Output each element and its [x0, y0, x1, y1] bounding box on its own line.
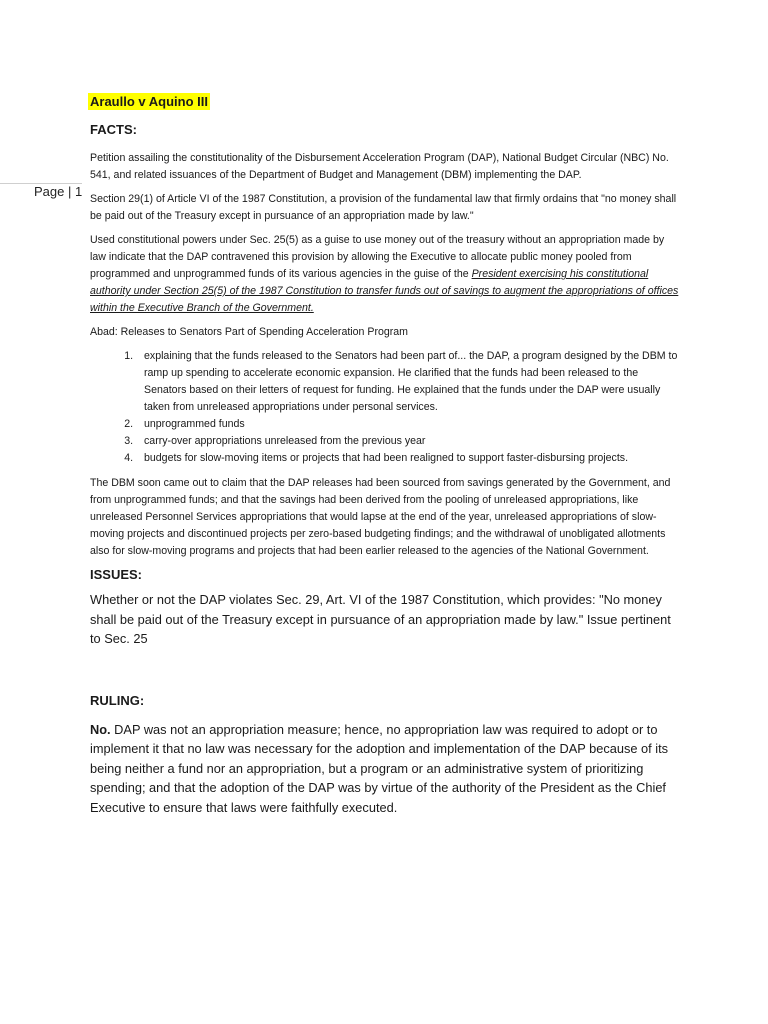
- list-item: 2. unprogrammed funds: [136, 416, 680, 433]
- list-item: 3. carry-over appropriations unreleased from the previous year: [136, 433, 680, 450]
- list-item: 1. explaining that the funds released to the Senators had been part of... the DAP, a program designed by the DBM to ramp up spending to accelerate economic expansion. He clarified that the funds had been released to the Senators based on their letters of request for funding. He explained that the funds under the DAP were usually taken from unreleased appropriations under personal services.: [136, 348, 680, 416]
- list-item: 4. budgets for slow-moving items or projects that had been realigned to support faster-disbursing projects.: [136, 450, 680, 467]
- facts-paragraph-3-emphasis: President exercising his constitutional authority under Section 25(5) of the 1987 Constitution to transfer funds out of savings to augment the appropriations of offices within the Executive Branch of the Government.: [90, 268, 679, 314]
- case-title: Araullo v Aquino III: [90, 94, 208, 109]
- dbm-paragraph: The DBM soon came out to claim that the DAP releases had been sourced from savings generated by the Government, and from unprogrammed funds; and that the savings had been derived from the pooling of unreleased appropriations, like unreleased Personnel Services appropriations that would lapse at the end of the year, unreleased appropriations of slow-moving projects and discontinued projects per zero-based budgeting findings; and the withdrawal of unobligated allotments also for slow-moving programs and projects that had been earlier released to the agencies of the National Government.: [90, 477, 671, 557]
- facts-heading: FACTS:: [90, 122, 137, 137]
- issues-heading: ISSUES:: [90, 567, 143, 582]
- ruling-paragraph: [90, 720, 680, 818]
- document-body: [90, 93, 680, 817]
- abad-line: Abad: Releases to Senators Part of Spending Acceleration Program: [90, 326, 408, 338]
- facts-paragraph-2: Section 29(1) of Article VI of the 1987 Constitution, a provision of the fundamental law that firmly ordains that "no money shall be paid out of the Treasury except in pursuance of an appropriation made by law.": [90, 193, 677, 222]
- facts-paragraph-3-text: Used constitutional powers under Sec. 25(5) as a guise to use money out of the treasury without an appropriation made by law indicate that the DAP contravened this provision by allowing the Executive to allocate public money pooled from programmed and unprogrammed funds of its various agencies in the guise of the: [90, 234, 665, 280]
- ruling-lead: No.: [90, 721, 111, 737]
- ruling-text: DAP was not an appropriation measure; hence, no appropriation law was required to adopt or to implement it that no law was necessary for the adoption and implementation of the DAP because of its being neither a fund nor an appropriation, but a program or an administrative system of prioritizing spending; and that the adoption of the DAP was by virtue of the authority of the President as the Chief Executive to ensure that laws were faithfully executed.: [90, 721, 669, 815]
- page-number-label: Page | 1: [34, 184, 83, 199]
- numbered-list: [90, 348, 680, 467]
- facts-paragraph-3: [90, 232, 680, 317]
- ruling-heading: RULING:: [90, 692, 145, 708]
- facts-paragraph-1: Petition assailing the constitutionality of the Disbursement Acceleration Program (DAP), National Budget Circular (NBC) No. 541, and related issuances of the Department of Budget and Management (DBM) implementing the DAP.: [90, 152, 669, 181]
- issues-paragraph: Whether or not the DAP violates Sec. 29, Art. VI of the 1987 Constitution, which provides: "No money shall be paid out of the Treasury except in pursuance of an appropriation made by law." Issue pertinent to Sec. 25: [90, 592, 671, 646]
